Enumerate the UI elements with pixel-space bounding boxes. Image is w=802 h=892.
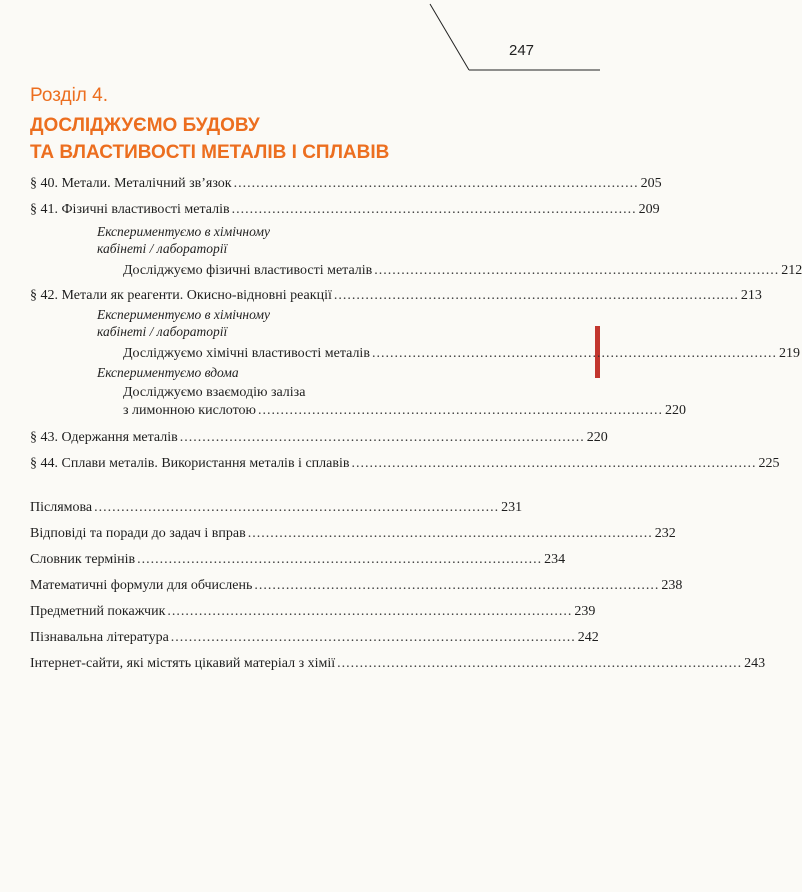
lab-subheading-line2: кабінеті / лабораторії (97, 241, 228, 256)
dot-leader: .......................................................................................... (179, 430, 585, 445)
dot-leader: .......................................................................................... (371, 346, 777, 361)
dot-leader: .......................................................................................... (231, 202, 637, 217)
dot-leader: .......................................................................................... (137, 552, 543, 567)
dot-leader: .......................................................................................... (247, 526, 653, 541)
toc-entry-label: Досліджуємо фізичні властивості металів (123, 263, 373, 278)
section-label: Розділ 4. (30, 85, 109, 106)
toc-entry-exp-home[interactable] (123, 384, 687, 420)
toc-entry-page: 243 (744, 656, 766, 671)
toc-entry-page: 205 (640, 176, 662, 191)
toc-entry-label: § 41. Фізичні властивості металів (30, 202, 230, 217)
toc-back-item[interactable] (30, 499, 523, 517)
toc-entry-label: § 40. Метали. Металічний зв’язок (30, 176, 232, 191)
toc-entry-label: Інтернет-сайти, які містять цікавий матеріал з хімії (30, 656, 336, 671)
toc-entry-page: 231 (501, 500, 523, 515)
toc-entry-label: Післямова (30, 500, 93, 515)
toc-entry-42[interactable] (30, 287, 762, 305)
section-title (30, 112, 550, 166)
toc-entry-page: 220 (665, 403, 687, 418)
toc-entry-41[interactable] (30, 201, 660, 219)
section-title-line1: ДОСЛІДЖУЄМО БУДОВУ (30, 115, 260, 136)
lab-subheading (97, 306, 270, 340)
dot-leader: .......................................................................................... (233, 176, 639, 191)
toc-entry-page: 213 (740, 288, 762, 303)
toc-entry-label: Предметний покажчик (30, 604, 166, 619)
toc-entry-page: 219 (778, 346, 800, 361)
toc-entry-page: 220 (586, 430, 608, 445)
toc-entry-label-line1: Досліджуємо взаємодію заліза (123, 385, 306, 400)
toc-back-item[interactable] (30, 629, 599, 647)
section-title-line2: ТА ВЛАСТИВОСТІ МЕТАЛІВ І СПЛАВІВ (30, 142, 390, 163)
toc-entry-page: 225 (758, 456, 780, 471)
toc-entry-label: § 42. Метали як реагенти. Окисно-відновні реакції (30, 288, 332, 303)
lab-subheading (97, 223, 270, 257)
toc-entry-page: 209 (638, 202, 660, 217)
toc-entry-exp-41[interactable] (123, 262, 802, 280)
toc-back-item[interactable] (30, 577, 683, 595)
dot-leader: .......................................................................................... (254, 578, 660, 593)
dot-leader: .......................................................................................... (170, 630, 576, 645)
toc-entry-page: 242 (577, 630, 599, 645)
toc-entry-label: § 43. Одержання металів (30, 430, 178, 445)
toc-entry-page: 232 (654, 526, 676, 541)
dot-leader: .......................................................................................... (167, 604, 573, 619)
page-corner-line (0, 0, 600, 80)
lab-subheading-line1: Експериментуємо в хімічному (97, 307, 270, 322)
toc-entry-label: Відповіді та поради до задач і вправ (30, 526, 246, 541)
dot-leader: .......................................................................................... (374, 263, 780, 278)
toc-entry-page: 234 (544, 552, 566, 567)
toc-entry-label-line2: з лимонною кислотою (123, 403, 257, 418)
toc-entry-40[interactable] (30, 175, 662, 193)
toc-back-item[interactable] (30, 525, 676, 543)
dot-leader: .......................................................................................... (351, 456, 757, 471)
dot-leader: .......................................................................................... (94, 500, 500, 515)
toc-entry-page: 238 (661, 578, 683, 593)
dot-leader: .......................................................................................... (333, 288, 739, 303)
lab-subheading-line1: Експериментуємо в хімічному (97, 224, 270, 239)
home-experiment-subheading: Експериментуємо вдома (97, 365, 239, 380)
toc-entry-43[interactable] (30, 429, 608, 447)
toc-back-item[interactable] (30, 603, 596, 621)
toc-entry-page: 212 (781, 263, 802, 278)
toc-entry-exp-42[interactable] (123, 345, 800, 363)
dot-leader: .......................................................................................... (337, 656, 743, 671)
toc-entry-label: Математичні формули для обчислень (30, 578, 253, 593)
dot-leader: .......................................................................................... (258, 403, 664, 418)
lab-subheading-line2: кабінеті / лабораторії (97, 324, 228, 339)
toc-entry-label: § 44. Сплави металів. Використання металів і сплавів (30, 456, 350, 471)
toc-back-item[interactable] (30, 655, 766, 673)
toc-entry-page: 239 (574, 604, 596, 619)
toc-entry-label: Досліджуємо хімічні властивості металів (123, 346, 370, 361)
page-number: 247 (509, 42, 535, 59)
toc-entry-label: Пізнавальна література (30, 630, 169, 645)
toc-entry-44[interactable] (30, 455, 780, 473)
toc-back-item[interactable] (30, 551, 566, 569)
toc-entry-label: Словник термінів (30, 552, 136, 567)
